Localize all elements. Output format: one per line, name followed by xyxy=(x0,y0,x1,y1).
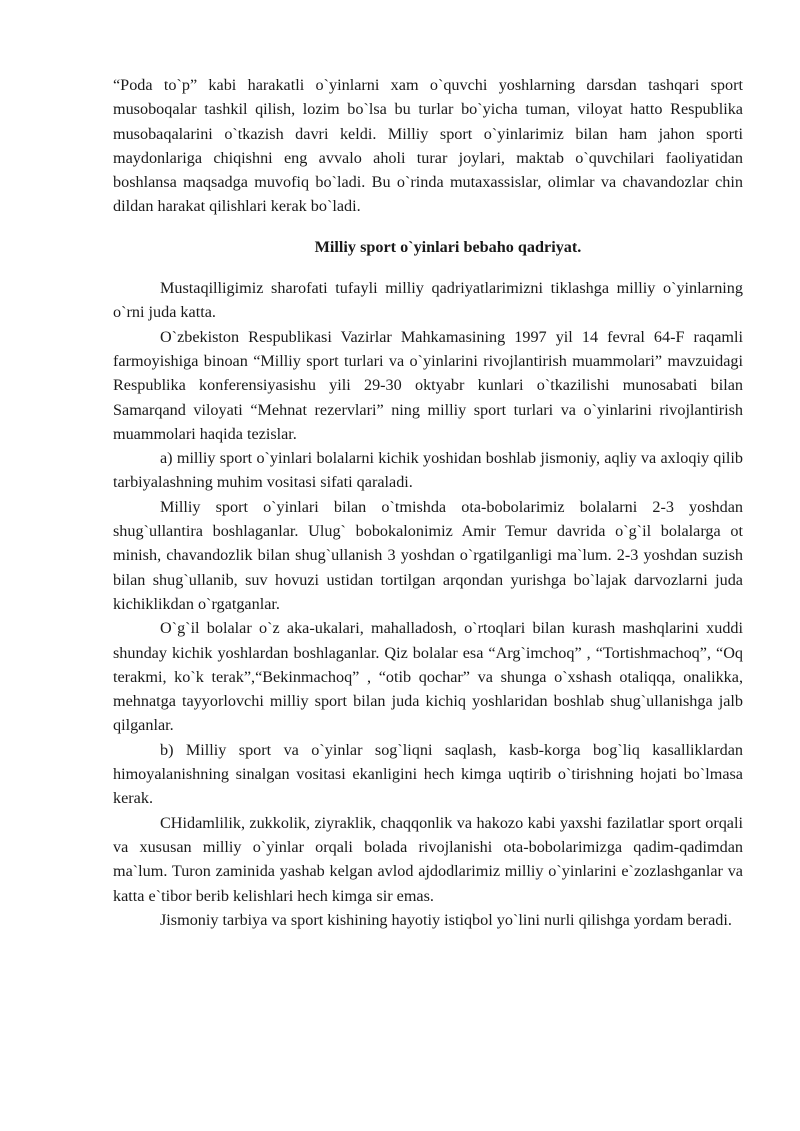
paragraph: O`g`il bolalar o`z aka-ukalari, mahalladosh, o`rtoqlari bilan kurash mashqlarini xuddi shunday kichik yoshlardan boshlaganlar. Qiz bolalar esa “Arg`imchoq” , “Tortishmachoq”, “Oq terakmi, ko`k terak”,“Bekinmachoq” , “otib qochar” va shunga o`xshash otaliqqa, onalikka, mehnatga tayyorlovchi milliy sport bilan juda kichiq yoshlaridan boshlab shug`ullanishga jalb qilganlar. xyxy=(113,619,743,735)
paragraph: a) milliy sport o`yinlari bolalarni kichik yoshidan boshlab jismoniy, aqliy va axloqiy qilib tarbiyalashning muhim vositasi sifati qaraladi. xyxy=(113,449,743,492)
section-title: Milliy sport o`yinlari bebaho qadriyat. xyxy=(314,237,582,256)
paragraph: O`zbekiston Respublikasi Vazirlar Mahkamasining 1997 yil 14 fevral 64-F raqamli farmoyishiga binoan “Milliy sport turlari va o`yinlarini rivojlantirish muammolari” mavzuidagi Respublika konferensiyasishu yili 29-30 oktyabr kunlari o`tkazilishi munosabati bilan Samarqand viloyati “Mehnat rezervlari” ning milliy sport turlari va o`yinlarini rivojlantirish muammolari haqida tezislar. xyxy=(113,327,743,443)
paragraph: Milliy sport o`yinlari bilan o`tmishda ota-bobolarimiz bolalarni 2-3 yoshdan shug`ullantira boshlaganlar. Ulug` bobokalonimiz Amir Temur davrida o`g`il bolalarga ot minish, chavandozlik bilan shug`ullanish 3 yoshdan o`rgatilganligi ma`lum. 2-3 yoshdan suzish bilan shug`ullanib, suv hovuzi ustidan tortilgan arqondan yurishga bo`lajak darvozlarni juda kichiklikdan o`rgatganlar. xyxy=(113,497,743,613)
paragraph: Jismoniy tarbiya va sport kishining hayotiy istiqbol yo`lini nurli qilishga yordam beradi. xyxy=(160,910,732,929)
document-page xyxy=(113,73,743,932)
paragraph: CHidamlilik, zukkolik, ziyraklik, chaqqonlik va hakozo kabi yaxshi fazilatlar sport orqali va xususan milliy o`yinlar orqali bolada rivojlanishi ota-bobolarimizga qadim-qadimdan ma`lum. Turon zaminida yashab kelgan avlod ajdodlarimiz milliy o`yinlarini e`zozlashganlar va katta e`tibor berib kelishlari hech kimga sir emas. xyxy=(113,813,743,905)
intro-paragraph: “Poda to`p” kabi harakatli o`yinlarni xam o`quvchi yoshlarning darsdan tashqari sport musoboqalar tashkil qilish, lozim bo`lsa bu turlar bo`yicha tuman, viloyat hatto Respublika musobaqalarini o`tkazish davri keldi. Milliy sport o`yinlarimiz bilan ham jahon sporti maydonlariga chiqishni eng avvalo aholi turar joylari, maktab o`quvchilari faoliyatidan boshlansa maqsadga muvofiq bo`ladi. Bu o`rinda mutaxassislar, olimlar va chavandozlar chin dildan harakat qilishlari kerak bo`ladi. xyxy=(113,76,743,216)
paragraph: b) Milliy sport va o`yinlar sog`liqni saqlash, kasb-korga bog`liq kasalliklardan himoyalanishning sinalgan vositasi ekanligini hech kimga uqtirib o`tirishning hojati bo`lmasa kerak. xyxy=(113,740,743,808)
paragraph: Mustaqilligimiz sharofati tufayli milliy qadriyatlarimizni tiklashga milliy o`yinlarning o`rni juda katta. xyxy=(113,279,743,322)
